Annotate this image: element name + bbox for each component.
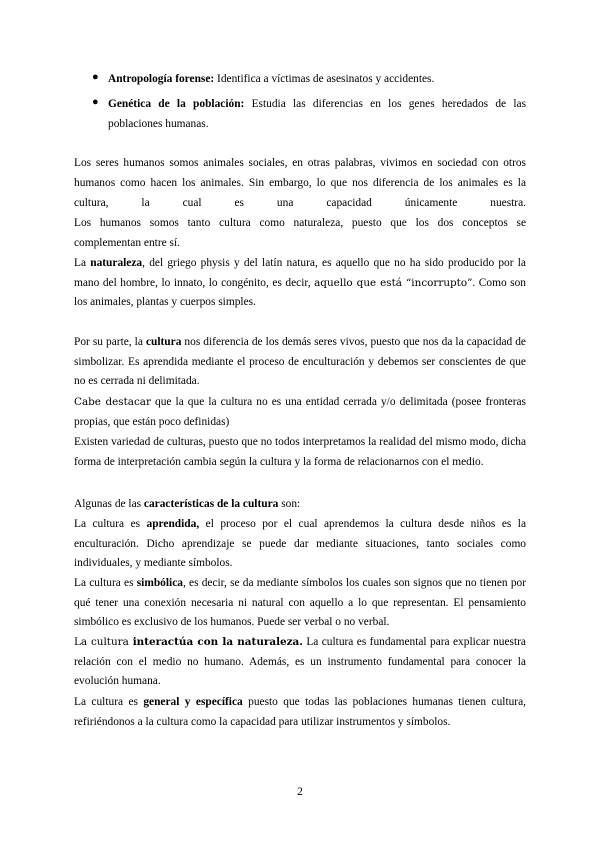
paragraph-cabe-destacar (74, 393, 526, 432)
text-run: La cultura es (74, 577, 137, 589)
paragraph-naturaleza-interaccion (74, 633, 526, 692)
bullet-item (108, 70, 526, 90)
text-run: La (74, 257, 91, 269)
text-run: que la que la cultura no es una entidad cerrada y/o delimitada (posee fronteras propias, que están poco definidas) (74, 396, 526, 428)
bullet-item (108, 95, 526, 134)
bullet-desc: Estudia las diferencias en los genes heredados de las poblaciones humanas. (108, 98, 527, 130)
bullet-desc: Identifica a víctimas de asesinatos y accidentes. (214, 73, 435, 85)
bold-term: características de la cultura (143, 498, 279, 510)
text-run: La cultura es (74, 518, 147, 530)
paragraph-simbolica (74, 574, 526, 633)
text-run: el proceso por el cual aprendemos la cultura desde niños es la enculturación. Dicho aprendizaje se puede dar mediante situaciones, tanto sociales como individuales, y mediante símbolos. (74, 518, 526, 570)
paragraph-caracteristicas-intro (74, 495, 526, 515)
paragraph-line: Los humanos somos tanto cultura como naturaleza, puesto que los dos conceptos se (74, 217, 526, 229)
text-run: Algunas de las (74, 498, 144, 510)
paragraph-variedad: Existen variedad de culturas, puesto que no todos interpretamos la realidad del mismo modo, dicha forma de interpretación cambia según la cultura y la forma de relacionarnos con el medio. (74, 436, 526, 468)
text-run: , es decir, se da mediante símbolos los cuales son signos que no tienen por qué tener una conexión necesaria ni natural con aquello a lo que representan. El pensamiento simbólico es exclusivo de los humanos. Puede ser verbal o no verbal. (74, 577, 527, 629)
text-run: Por su parte, la (74, 336, 146, 348)
highlight-phrase: La cultura (74, 636, 133, 648)
page-number: 2 (297, 786, 303, 798)
text-run: , del griego physis y del latín natura, es aquello que no ha sido producido por la mano del hombre, lo innato, lo congénito, es decir, (74, 257, 526, 289)
bullet-term: Genética de la población: (108, 98, 245, 110)
bold-term: aprendida, (146, 518, 200, 530)
bold-term: simbólica (136, 577, 183, 589)
text-run: son: (278, 498, 301, 510)
bullet-term: Antropología forense: (108, 73, 215, 85)
paragraph-cultura (74, 333, 526, 392)
text-run: La cultura es fundamental para explicar nuestra relación con el medio no humano. Además, es un instrumento fundamental para conocer la evolución humana. (74, 636, 526, 688)
text-run: . Como son los animales, plantas y cuerpos simples. (74, 276, 527, 309)
paragraph-naturaleza (74, 254, 526, 313)
bold-term: cultura (145, 336, 182, 348)
bold-term: interactúa con la naturaleza. (132, 636, 303, 648)
bullet-marker: ● (92, 96, 99, 108)
paragraph-line: complementan entre sí. (74, 237, 180, 249)
text-run: puesto que todas las poblaciones humanas tienen cultura, refiriéndonos a la cultura como la capacidad para utilizar instrumentos y símbolos. (74, 696, 527, 728)
paragraph-line: humanos como hacen los animales. Sin embargo, lo que nos diferencia de los animales es la (74, 177, 526, 189)
paragraph-line: Los seres humanos somos animales sociales, en otras palabras, vivimos en sociedad con otros (74, 157, 526, 169)
bold-term: naturaleza (90, 257, 143, 269)
paragraph-general-especifica (74, 693, 526, 732)
bullet-marker: ● (92, 71, 99, 83)
text-run: La cultura es (74, 696, 144, 708)
bold-term: general y específica (143, 696, 243, 708)
text-run: nos diferencia de los demás seres vivos, puesto que nos da la capacidad de simbolizar. Es aprendida mediante el proceso de enculturación y debemos ser conscientes de que no es cerrada ni delimitada. (74, 336, 526, 388)
paragraph-line: cultura, la cual es una capacidad únicamente nuestra. (74, 197, 526, 209)
paragraph-aprendida (74, 515, 526, 574)
highlight-phrase: aquello que está “incorrupto” (314, 276, 473, 289)
highlight-phrase: Cabe destacar (74, 396, 151, 408)
